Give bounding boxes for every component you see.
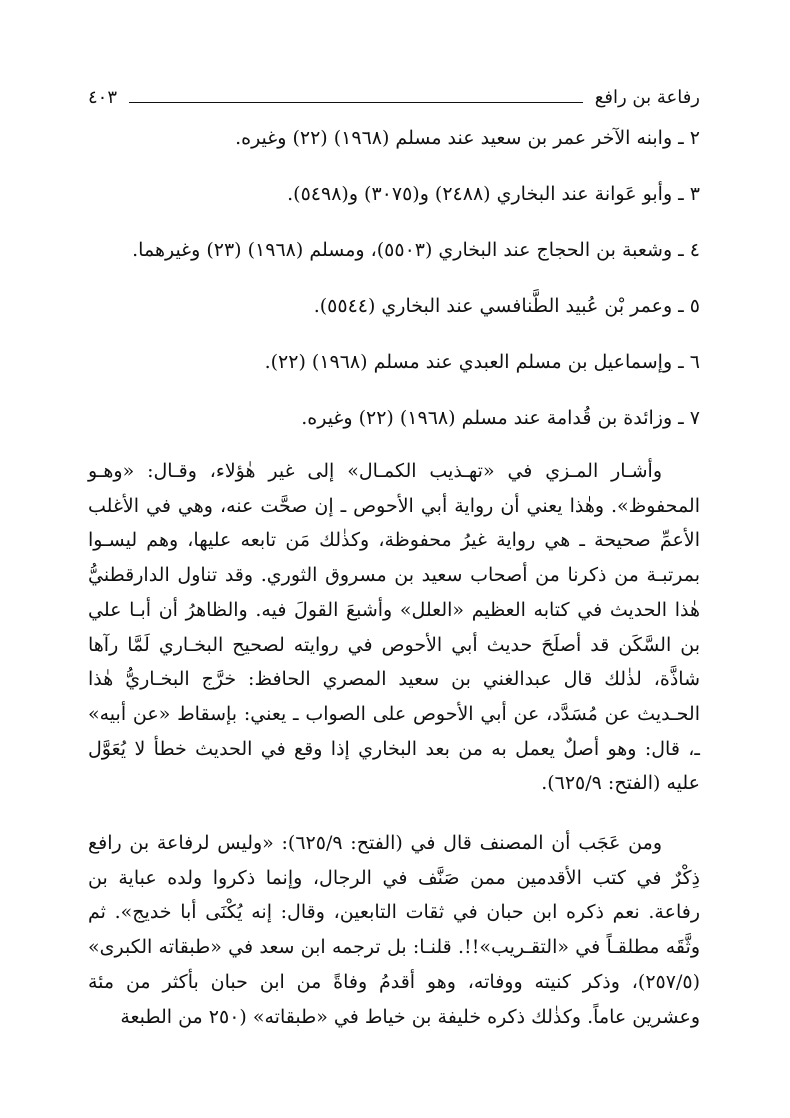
running-title: رفاعة بن رافع — [594, 86, 700, 108]
list-item: ٦ ـ وإسماعيل بن مسلم العبدي عند مسلم (١٩٦٨) (٢٢). — [264, 351, 700, 373]
list-item: ٥ ـ وعمر بْن عُبيد الطَّنافسي عند البخاري (٥٥٤٤). — [313, 295, 700, 317]
list-item: ٢ ـ وابنه الآخر عمر بن سعيد عند مسلم (١٩٦٨) (٢٢) وغيره. — [235, 127, 700, 149]
page-number: ٤٠٣ — [88, 86, 118, 108]
list-item: ٧ ـ وزائدة بن قُدامة عند مسلم (١٩٦٨) (٢٢) وغيره. — [301, 407, 700, 429]
body-paragraph: وأشـار المـزي في «تهـذيب الكمـال» إلى غير هٰؤلاء، وقـال: «وهـو المحفوظ». وهٰذا يعني أن رواية أبي الأحوص ـ إن صحَّت عنه، وهي في الأغلب الأعمِّ صحيحة ـ هي رواية غيرُ محفوظة، وكذٰلك مَن تابعه عليها، وهم ليسـوا بمرتبـة من ذكرنا من أصحاب سعيد بن مسروق الثوري. وقد تناول الدارقطنيُّ هٰذا الحديث في كتابه العظيم «العلل» وأشبعَ القولَ فيه. والظاهرُ أن أبـا علي بن السَّكَن قد أصلَحَ حديث أبي الأحوص في روايته لصحيح البخـاري لَمَّا رآها شاذَّة، لذٰلك قال عبدالغني بن سعيد المصري الحافظ: خرَّج البخـاريُّ هٰذا الحـديث عن مُسَدَّد، عن أبي الأحوص على الصواب ـ يعني: بإسقاط «عن أبيه» ـ، قال: وهو أصلٌ يعمل به من بعد البخاري إذا وقع في الحديث خطأ لا يُعَوَّل عليه (الفتح: ٦٢٥/٩). — [88, 460, 700, 795]
narrator-list — [88, 120, 700, 456]
header-rule — [129, 92, 583, 103]
list-item: ٤ ـ وشعبة بن الحجاج عند البخاري (٥٥٠٣)، ومسلم (١٩٦٨) (٢٣) وغيرهما. — [132, 239, 700, 261]
list-item: ٣ ـ وأبو عَوانة عند البخاري (٢٤٨٨) و(٣٠٧٥) و(٥٤٩٨). — [287, 183, 700, 205]
body-paragraph: ومن عَجَب أن المصنف قال في (الفتح: ٦٢٥/٩): «وليس لرفاعة بن رافع ذِكْرٌ في كتب الأقدمين ممن صَنَّف في الرجال، وإنما ذكروا ولده عباية بن رفاعة. نعم ذكره ابن حبان في ثقات التابعين، وقال: إنه يُكْنَى أبا خديج». ثم وثَّقَه مطلقـاً في «التقـريب»!!. قلنـا: بل ترجمه ابن سعد في «طبقاته الكبرى» (٢٥٧/٥)، وذكر كنيته ووفاته، وهو أقدمُ وفاةً من ابن حبان بأكثر من مئة وعشرين عاماً. وكذٰلك ذكره خليفة بن خياط في «طبقاته» (٢٥٠ من الطبعة — [88, 832, 700, 1028]
running-header — [88, 84, 700, 110]
